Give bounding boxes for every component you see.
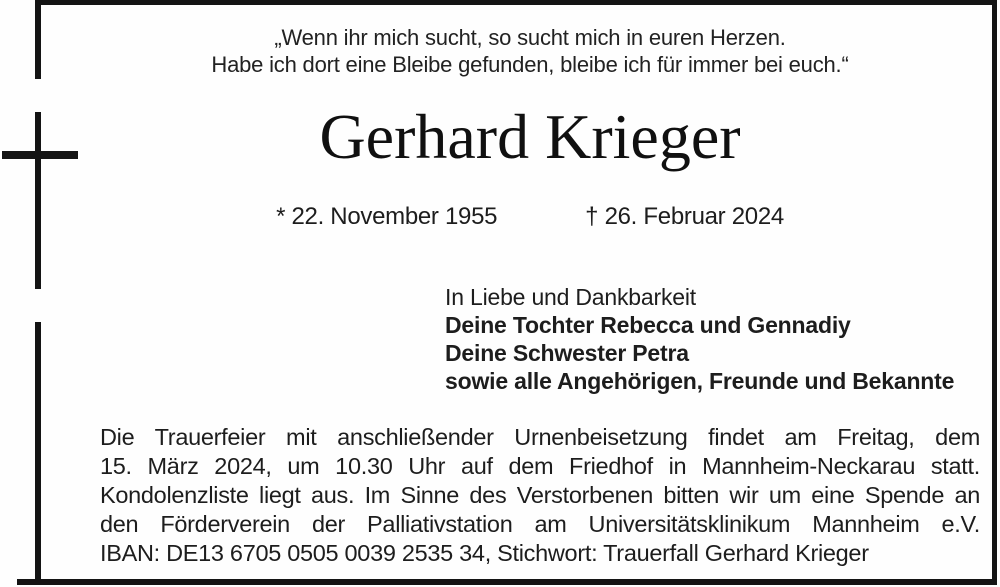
death-date: † 26. Februar 2024	[585, 203, 784, 230]
funeral-details-line: Kondolenzliste liegt aus. Im Sinne des Verstorbenen bitten wir um eine Spende an	[100, 482, 980, 508]
frame-right-border	[992, 0, 997, 585]
funeral-details-line: den Förderverein der Palliativstation am Universitätsklinikum Mannheim e.V.	[100, 511, 980, 537]
funeral-details	[100, 423, 980, 568]
cross-vertical-bar	[35, 112, 41, 289]
funeral-details-line-iban: IBAN: DE13 6705 0505 0039 2535 34, Stichwort: Trauerfall Gerhard Krieger	[100, 540, 869, 566]
mourners-intro: In Liebe und Dankbarkeit	[445, 284, 696, 310]
cross-horizontal-bar	[2, 151, 78, 159]
birth-date: * 22. November 1955	[276, 203, 498, 230]
mourners-block	[445, 283, 985, 395]
frame-top-border	[35, 0, 997, 5]
deceased-name: Gerhard Krieger	[319, 101, 741, 172]
memorial-quote	[70, 24, 990, 78]
funeral-details-line: 15. März 2024, um 10.30 Uhr auf dem Friedhof in Mannheim-Neckarau statt.	[100, 453, 980, 479]
memorial-quote-line-2: Habe ich dort eine Bleibe gefunden, bleibe ich für immer bei euch.“	[211, 52, 849, 77]
frame-left-border-lower-segment	[35, 322, 41, 579]
mourner-line: sowie alle Angehörigen, Freunde und Bekannte	[445, 368, 955, 394]
mourner-line: Deine Schwester Petra	[445, 340, 689, 366]
mourner-line: Deine Tochter Rebecca und Gennadiy	[445, 312, 851, 338]
frame-bottom-border	[17, 579, 997, 585]
life-dates	[70, 203, 990, 231]
frame-left-border-upper-segment	[35, 0, 41, 79]
memorial-quote-line-1: „Wenn ihr mich sucht, so sucht mich in euren Herzen.	[274, 25, 786, 50]
funeral-details-line: Die Trauerfeier mit anschließender Urnenbeisetzung findet am Freitag, dem	[100, 424, 980, 450]
